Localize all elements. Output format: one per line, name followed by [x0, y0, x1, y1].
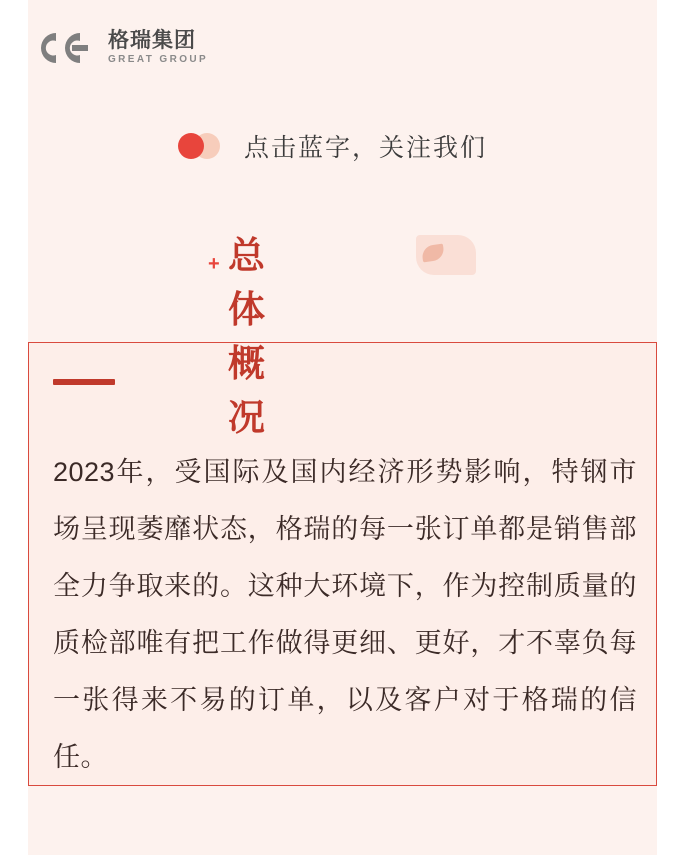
- article-card: [28, 342, 657, 786]
- page-bottom-spacer: [28, 786, 657, 855]
- dot-red: [178, 133, 204, 159]
- section-title: 总体概况: [228, 235, 267, 438]
- brand-logo: [36, 30, 208, 65]
- accent-bar: [53, 379, 115, 385]
- plus-mark-icon: +: [208, 253, 220, 275]
- two-dots-icon: [178, 133, 226, 159]
- brand-name-en: GREAT GROUP: [108, 54, 209, 65]
- brush-swoosh-icon: [416, 235, 476, 275]
- follow-us-label: 点击蓝字，关注我们: [244, 134, 488, 162]
- brand-name: [108, 30, 208, 65]
- follow-us-row[interactable]: [178, 128, 487, 164]
- cg-monogram-icon: [36, 31, 96, 65]
- brand-name-cn: 格瑞集团: [108, 29, 196, 52]
- article-paragraph: 2023年，受国际及国内经济形势影响，特钢市场呈现萎靡状态，格瑞的每一张订单都是销售部全力争取来的。这种大环境下，作为控制质量的质检部唯有把工作做得更细、更好，才不辜负每一张得来不易的订单，以及客户对于格瑞的信任。: [53, 457, 637, 772]
- article-content-area: [28, 0, 657, 855]
